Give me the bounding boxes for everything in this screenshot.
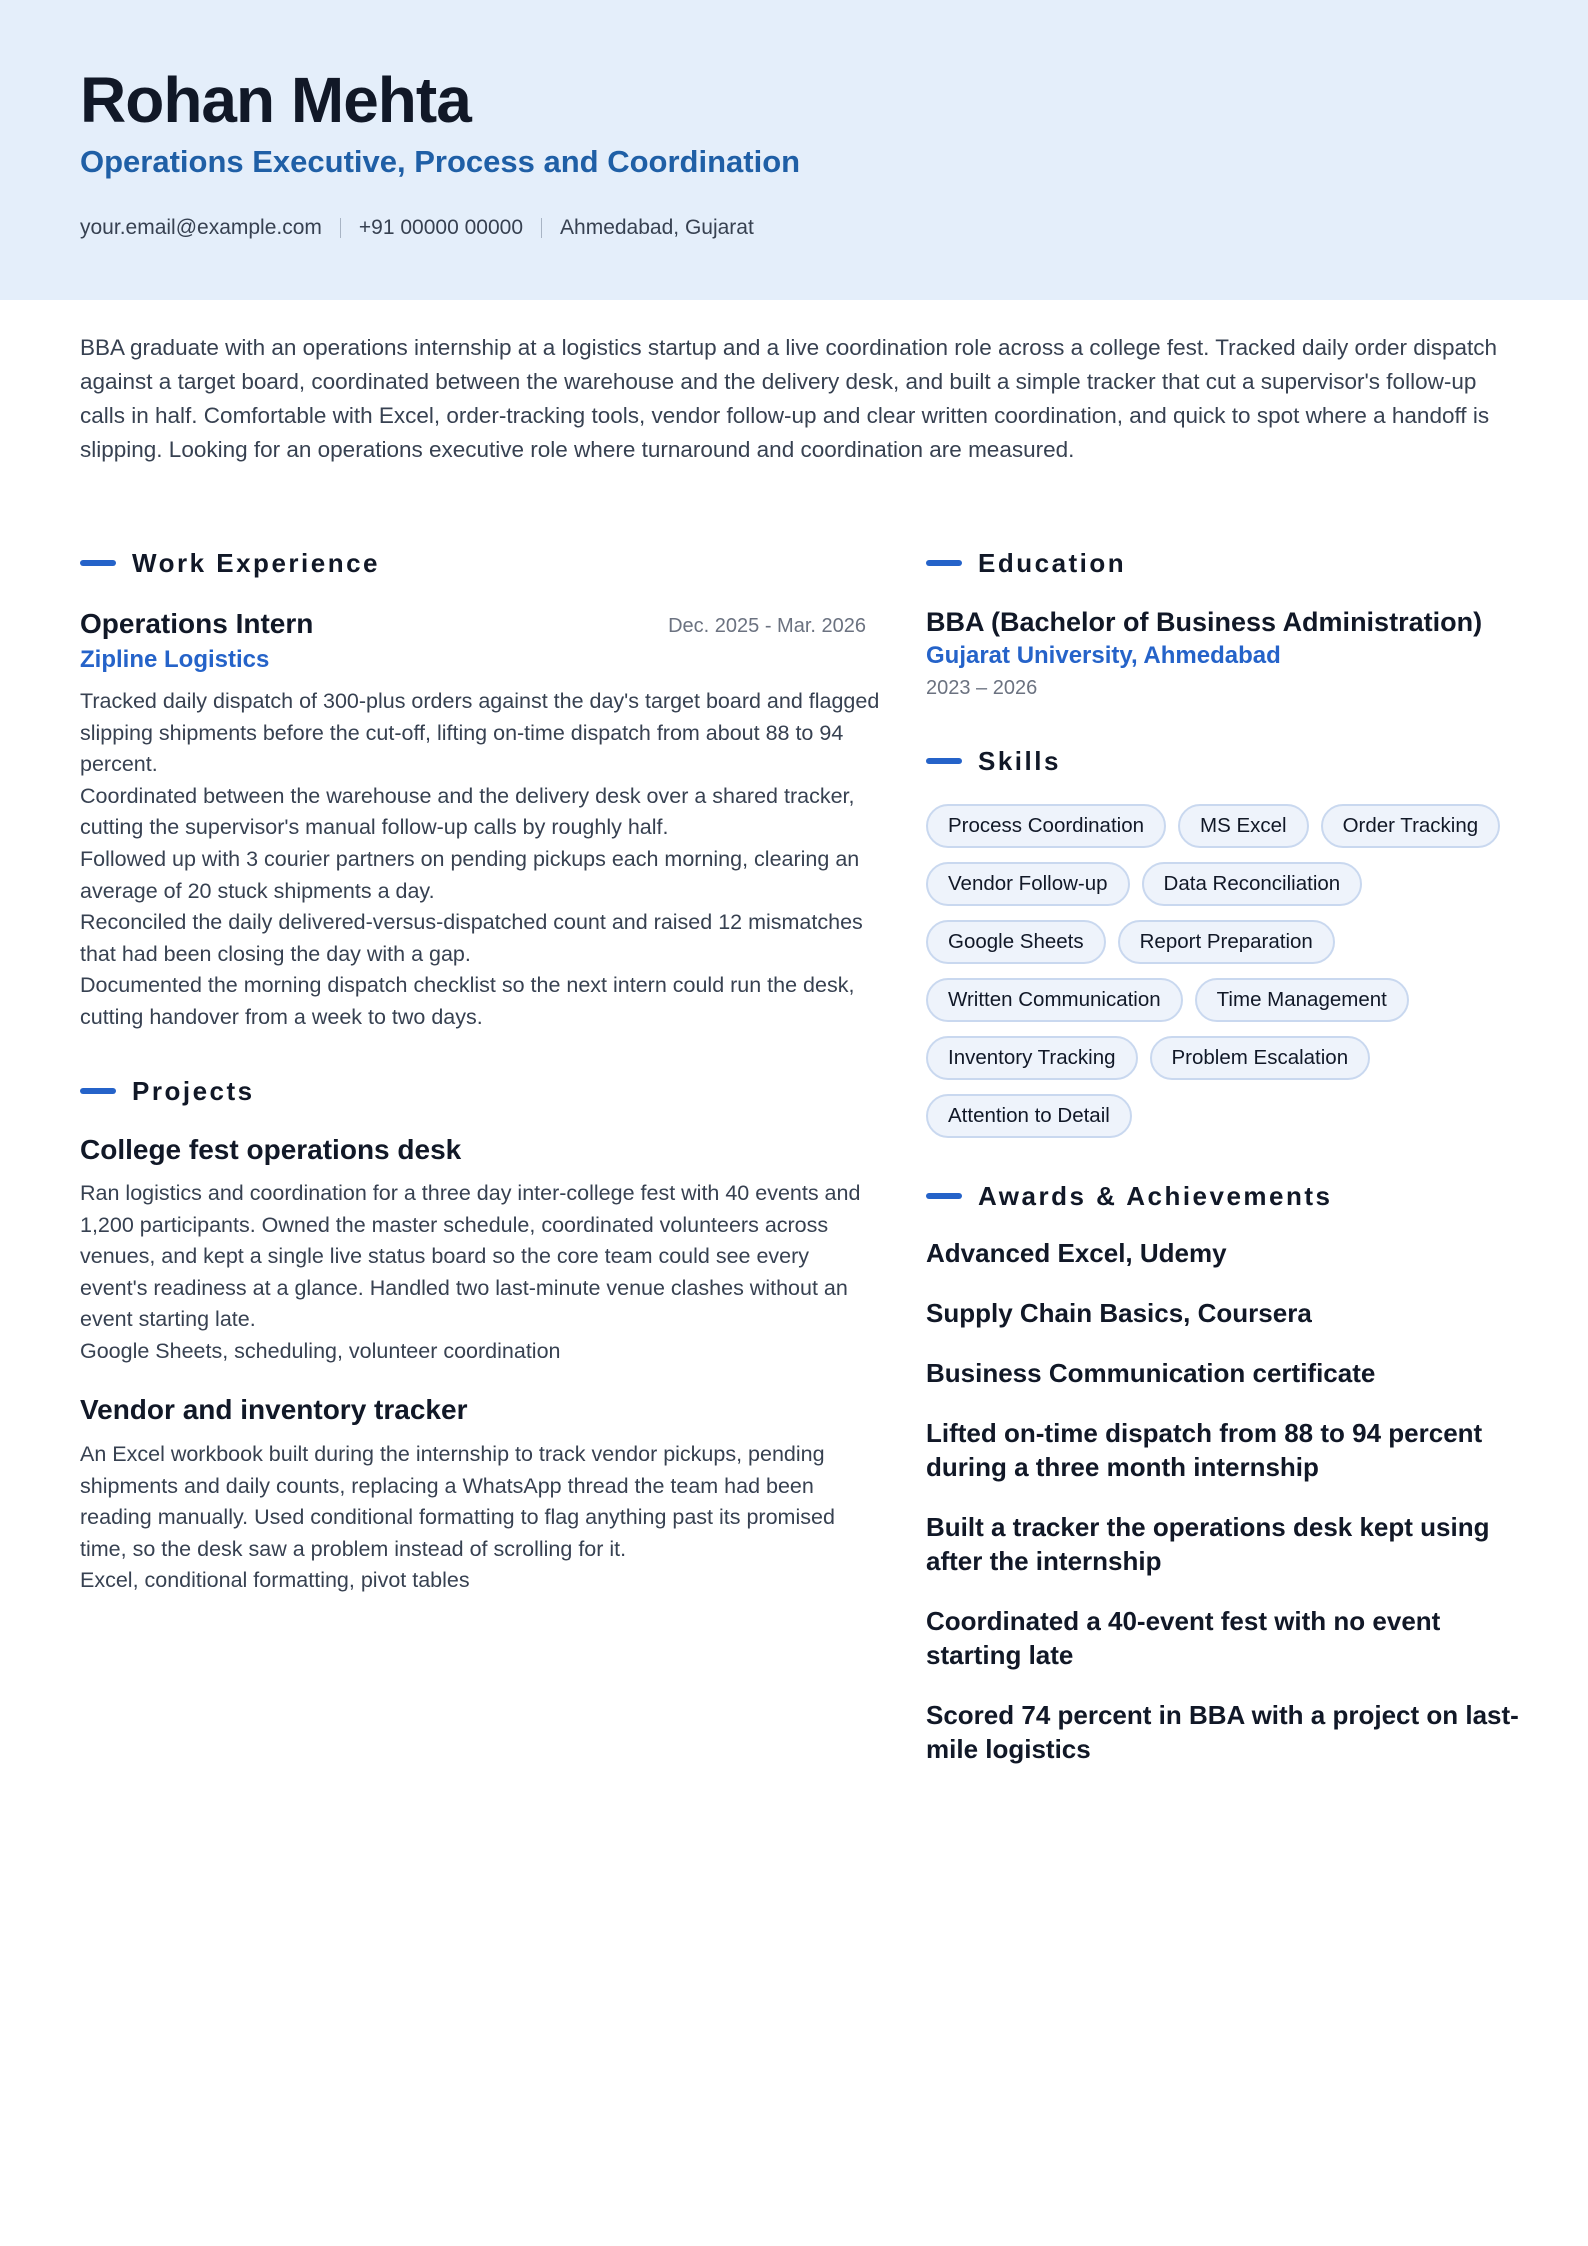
responsibility-item: Followed up with 3 courier partners on pending pickups each morning, clearing an average of 20 stuck shipments a day. xyxy=(80,846,860,903)
project-tools: Google Sheets, scheduling, volunteer coordination xyxy=(80,1338,561,1363)
project-details xyxy=(80,1439,880,1597)
awards-list xyxy=(926,1236,1526,1792)
education-years: 2023 – 2026 xyxy=(926,677,1038,699)
skill-chip: Data Reconciliation xyxy=(1142,862,1363,906)
project-title: College fest operations desk xyxy=(80,1134,462,1165)
professional-summary: BBA graduate with an operations internship at a logistics startup and a live coordination role across a college fest. Tracked daily order dispatch against a target board, coordinated between the warehouse and the delivery desk, and built a simple tracker that cut a supervisor's follow-up calls in half. Comfortable with Excel, order-tracking tools, vendor follow-up and clear written coordination, and quick to spot where a handoff is slipping. Looking for an operations executive role where turnaround and coordination are measured. xyxy=(80,335,1498,462)
award-item: Coordinated a 40-event fest with no event starting late xyxy=(926,1606,1441,1670)
skills-list xyxy=(926,804,1526,1138)
responsibility-item: Tracked daily dispatch of 300-plus orders against the day's target board and flagged slipping shipments before the cut-off, lifting on-time dispatch from about 88 to 94 percent. xyxy=(80,689,880,777)
project-description: Ran logistics and coordination for a three day inter-college fest with 40 events and 1,200 participants. Owned the master schedule, coordinated volunteers across venues, and kept a single live status board so the core team could see every event's readiness at a glance. Handled two last-minute venue clashes without an event starting late. xyxy=(80,1181,861,1332)
responsibility-item: Documented the morning dispatch checklist so the next intern could run the desk, cutting handover from a week to two days. xyxy=(80,973,855,1029)
skill-chip: Report Preparation xyxy=(1118,920,1335,964)
education-degree: BBA (Bachelor of Business Administration) xyxy=(926,607,1483,637)
skill-chip: Google Sheets xyxy=(926,920,1106,964)
award-item: Business Communication certificate xyxy=(926,1358,1376,1388)
education-heading xyxy=(926,545,1126,581)
project-description: An Excel workbook built during the internship to track vendor pickups, pending shipments and daily counts, replacing a WhatsApp thread the team had been reading manually. Used conditional formatting to flag anything past its promised time, so the desk saw a problem instead of scrolling for it. xyxy=(80,1442,835,1561)
skill-chip: Inventory Tracking xyxy=(926,1036,1138,1080)
section-title: Awards & Achievements xyxy=(978,1180,1333,1211)
projects-heading xyxy=(80,1073,255,1109)
skill-chip: Order Tracking xyxy=(1321,804,1501,848)
section-title: Skills xyxy=(978,745,1061,776)
skills-heading xyxy=(926,743,1061,779)
heading-accent-bar xyxy=(926,758,962,764)
job-company: Zipline Logistics xyxy=(80,646,270,673)
award-item: Scored 74 percent in BBA with a project on last-mile logistics xyxy=(926,1700,1519,1764)
skill-chip: Process Coordination xyxy=(926,804,1166,848)
heading-accent-bar xyxy=(926,1193,962,1199)
job-dates: Dec. 2025 - Mar. 2026 xyxy=(668,615,866,637)
project-tools: Excel, conditional formatting, pivot tables xyxy=(80,1568,470,1593)
resume-header xyxy=(0,0,1588,300)
responsibility-item: Reconciled the daily delivered-versus-dispatched count and raised 12 mismatches that had been closing the day with a gap. xyxy=(80,910,863,966)
skill-chip: Written Communication xyxy=(926,978,1183,1022)
section-title: Education xyxy=(978,547,1127,578)
project-details xyxy=(80,1178,880,1368)
education-school: Gujarat University, Ahmedabad xyxy=(926,642,1281,669)
awards-heading xyxy=(926,1178,1333,1214)
section-title: Work Experience xyxy=(132,547,381,578)
job-responsibilities xyxy=(80,686,880,1034)
contact-phone[interactable]: +91 00000 00000 xyxy=(358,216,524,239)
contact-location: Ahmedabad, Gujarat xyxy=(560,216,754,239)
project-title: Vendor and inventory tracker xyxy=(80,1394,468,1425)
award-item: Supply Chain Basics, Coursera xyxy=(926,1298,1312,1328)
contact-divider xyxy=(340,218,341,238)
job-title: Operations Intern xyxy=(80,608,314,639)
skill-chip: MS Excel xyxy=(1178,804,1309,848)
skill-chip: Vendor Follow-up xyxy=(926,862,1130,906)
skill-chip: Problem Escalation xyxy=(1150,1036,1371,1080)
responsibility-item: Coordinated between the warehouse and the delivery desk over a shared tracker, cutting the supervisor's manual follow-up calls by roughly half. xyxy=(80,783,855,840)
section-title: Projects xyxy=(132,1075,255,1106)
contact-line xyxy=(80,212,754,244)
work-experience-heading xyxy=(80,545,380,581)
contact-divider xyxy=(541,218,542,238)
candidate-role: Operations Executive, Process and Coordination xyxy=(80,144,801,179)
award-item: Lifted on-time dispatch from 88 to 94 percent during a three month internship xyxy=(926,1418,1483,1482)
skill-chip: Time Management xyxy=(1195,978,1409,1022)
heading-accent-bar xyxy=(80,1088,116,1094)
award-item: Advanced Excel, Udemy xyxy=(926,1238,1227,1268)
award-item: Built a tracker the operations desk kept using after the internship xyxy=(926,1512,1490,1576)
skill-chip: Attention to Detail xyxy=(926,1094,1132,1138)
contact-email[interactable]: your.email@example.com xyxy=(80,216,322,239)
heading-accent-bar xyxy=(80,560,116,566)
candidate-name: Rohan Mehta xyxy=(80,64,471,136)
heading-accent-bar xyxy=(926,560,962,566)
